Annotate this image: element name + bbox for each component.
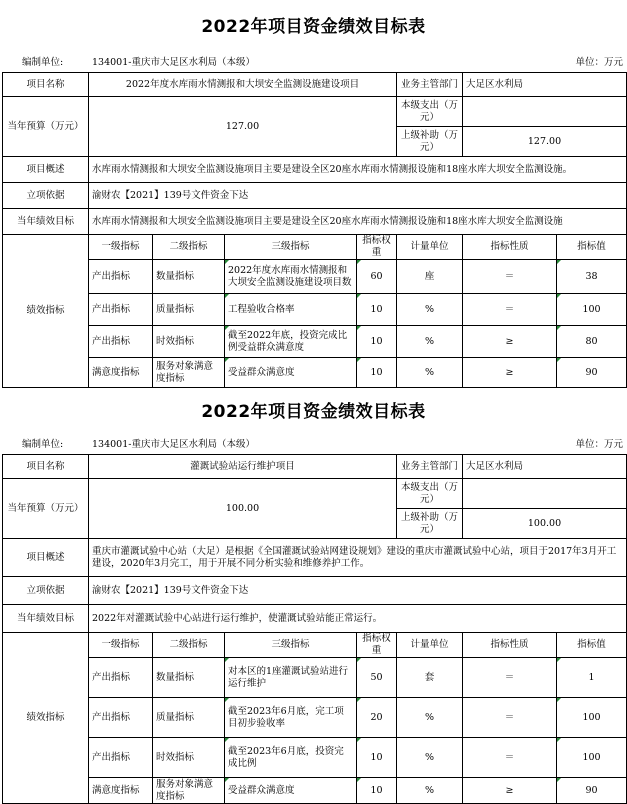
basis-text: 渝财农【2021】139号文件资金下达 [89, 183, 627, 209]
header-l1: 一级指标 [89, 633, 153, 658]
row-l1: 产出指标 [89, 260, 153, 294]
budget-value: 100.00 [89, 479, 397, 539]
budget-label: 当年预算（万元） [3, 97, 89, 157]
row-l2: 质量指标 [153, 294, 225, 326]
row-l3: 工程验收合格率 [225, 294, 357, 326]
row-l1: 产出指标 [89, 658, 153, 698]
basis-label: 立项依据 [3, 183, 89, 209]
form-title: 2022年项目资金绩效目标表 [201, 17, 426, 37]
table-row [3, 738, 627, 778]
overview-label: 项目概述 [3, 157, 89, 183]
row-unit: % [397, 326, 463, 358]
row-unit: % [397, 358, 463, 388]
row-property: ≥ [463, 778, 557, 804]
row-l2: 数量指标 [153, 658, 225, 698]
header-unit: 计量单位 [397, 633, 463, 658]
overview-label: 项目概述 [3, 539, 89, 577]
row-property: ＝ [463, 294, 557, 326]
row-property: ≥ [463, 326, 557, 358]
perf-label: 绩效指标 [3, 633, 89, 804]
row-l1: 产出指标 [89, 698, 153, 738]
goal-label: 当年绩效目标 [3, 209, 89, 235]
unit-label: 编制单位: [22, 57, 64, 68]
header-property: 指标性质 [463, 633, 557, 658]
sub-label: 上级补助（万元） [397, 127, 463, 157]
budget-label: 当年预算（万元） [3, 479, 89, 539]
money-unit: 单位：万元 [575, 57, 623, 68]
row-l3: 截至2023年6月底，完工项目初步验收率 [225, 698, 357, 738]
row-unit: % [397, 738, 463, 778]
form-title: 2022年项目资金绩效目标表 [201, 402, 426, 422]
row-l2: 质量指标 [153, 698, 225, 738]
row-weight: 10 [357, 738, 397, 778]
header-weight: 指标权重 [357, 235, 397, 260]
row-unit: % [397, 698, 463, 738]
row-l1: 满意度指标 [89, 358, 153, 388]
own-value [463, 97, 627, 127]
money-unit: 单位：万元 [575, 439, 623, 450]
row-l3: 截至2022年底，投资完成比例受益群众满意度 [225, 326, 357, 358]
row-weight: 10 [357, 294, 397, 326]
goal-text: 水库雨水情测报和大坝安全监测设施项目主要是建设全区20座水库雨水情测报设施和18座水库大坝安全监测设施 [89, 209, 627, 235]
table-row [3, 326, 627, 358]
header-l3: 三级指标 [225, 633, 357, 658]
row-weight: 60 [357, 260, 397, 294]
row-l1: 产出指标 [89, 738, 153, 778]
performance-table [2, 454, 627, 804]
row-value: 100 [557, 738, 627, 778]
row-value: 90 [557, 778, 627, 804]
dept-label: 业务主管部门 [397, 455, 463, 479]
row-unit: % [397, 294, 463, 326]
performance-table [2, 72, 627, 388]
header-property: 指标性质 [463, 235, 557, 260]
table-row [3, 778, 627, 804]
project-name-label: 项目名称 [3, 73, 89, 97]
row-property: ＝ [463, 698, 557, 738]
perf-label: 绩效指标 [3, 235, 89, 388]
sub-value: 127.00 [463, 127, 627, 157]
row-value: 1 [557, 658, 627, 698]
overview-text: 重庆市灌溉试验中心站（大足）是根据《全国灌溉试验站网建设规划》建设的重庆市灌溉试验中心站，项目于2017年3月开工建设，2020年3月完工，用于开展不同分析实验和维修养护工作。 [89, 539, 627, 577]
header-l2: 二级指标 [153, 633, 225, 658]
row-property: ＝ [463, 738, 557, 778]
row-l2: 服务对象满意度指标 [153, 358, 225, 388]
header-weight: 指标权重 [357, 633, 397, 658]
header-unit: 计量单位 [397, 235, 463, 260]
row-property: ＝ [463, 658, 557, 698]
row-l2: 时效指标 [153, 326, 225, 358]
goal-text: 2022年对灌溉试验中心站进行运行维护，使灌溉试验站能正常运行。 [89, 605, 627, 633]
own-label: 本级支出（万元） [397, 479, 463, 509]
overview-text: 水库雨水情测报和大坝安全监测设施项目主要是建设全区20座水库雨水情测报设施和18座水库大坝安全监测设施。 [89, 157, 627, 183]
dept-value: 大足区水利局 [463, 455, 627, 479]
project-name: 灌溉试验站运行维护项目 [89, 455, 397, 479]
row-l3: 截至2023年6月底，投资完成比例 [225, 738, 357, 778]
table-row [3, 260, 627, 294]
header-l2: 二级指标 [153, 235, 225, 260]
header-l3: 三级指标 [225, 235, 357, 260]
row-value: 90 [557, 358, 627, 388]
row-l3: 对本区的1座灌溉试验站进行运行维护 [225, 658, 357, 698]
basis-label: 立项依据 [3, 577, 89, 605]
project-name: 2022年度水库雨水情测报和大坝安全监测设施建设项目 [89, 73, 397, 97]
row-l3: 受益群众满意度 [225, 358, 357, 388]
row-unit: 套 [397, 658, 463, 698]
unit-value: 134001-重庆市大足区水利局（本级） [92, 57, 255, 68]
row-l3: 2022年度水库雨水情测报和大坝安全监测设施建设项目数 [225, 260, 357, 294]
row-property: ＝ [463, 260, 557, 294]
row-unit: 座 [397, 260, 463, 294]
basis-text: 渝财农【2021】139号文件资金下达 [89, 577, 627, 605]
row-weight: 50 [357, 658, 397, 698]
row-value: 100 [557, 698, 627, 738]
project-name-label: 项目名称 [3, 455, 89, 479]
header-l1: 一级指标 [89, 235, 153, 260]
row-weight: 10 [357, 778, 397, 804]
goal-label: 当年绩效目标 [3, 605, 89, 633]
dept-value: 大足区水利局 [463, 73, 627, 97]
row-l2: 服务对象满意度指标 [153, 778, 225, 804]
row-l1: 产出指标 [89, 326, 153, 358]
row-l1: 满意度指标 [89, 778, 153, 804]
table-row [3, 358, 627, 388]
own-value [463, 479, 627, 509]
table-row [3, 294, 627, 326]
row-weight: 10 [357, 326, 397, 358]
sub-label: 上级补助（万元） [397, 509, 463, 539]
row-l1: 产出指标 [89, 294, 153, 326]
row-value: 80 [557, 326, 627, 358]
table-row [3, 658, 627, 698]
row-value: 38 [557, 260, 627, 294]
row-value: 100 [557, 294, 627, 326]
own-label: 本级支出（万元） [397, 97, 463, 127]
budget-value: 127.00 [89, 97, 397, 157]
unit-label: 编制单位: [22, 439, 64, 450]
row-property: ≥ [463, 358, 557, 388]
row-l2: 时效指标 [153, 738, 225, 778]
table-row [3, 698, 627, 738]
row-weight: 20 [357, 698, 397, 738]
header-value: 指标值 [557, 633, 627, 658]
row-unit: % [397, 778, 463, 804]
row-l3: 受益群众满意度 [225, 778, 357, 804]
row-l2: 数量指标 [153, 260, 225, 294]
dept-label: 业务主管部门 [397, 73, 463, 97]
header-value: 指标值 [557, 235, 627, 260]
row-weight: 10 [357, 358, 397, 388]
unit-value: 134001-重庆市大足区水利局（本级） [92, 439, 255, 450]
sub-value: 100.00 [463, 509, 627, 539]
